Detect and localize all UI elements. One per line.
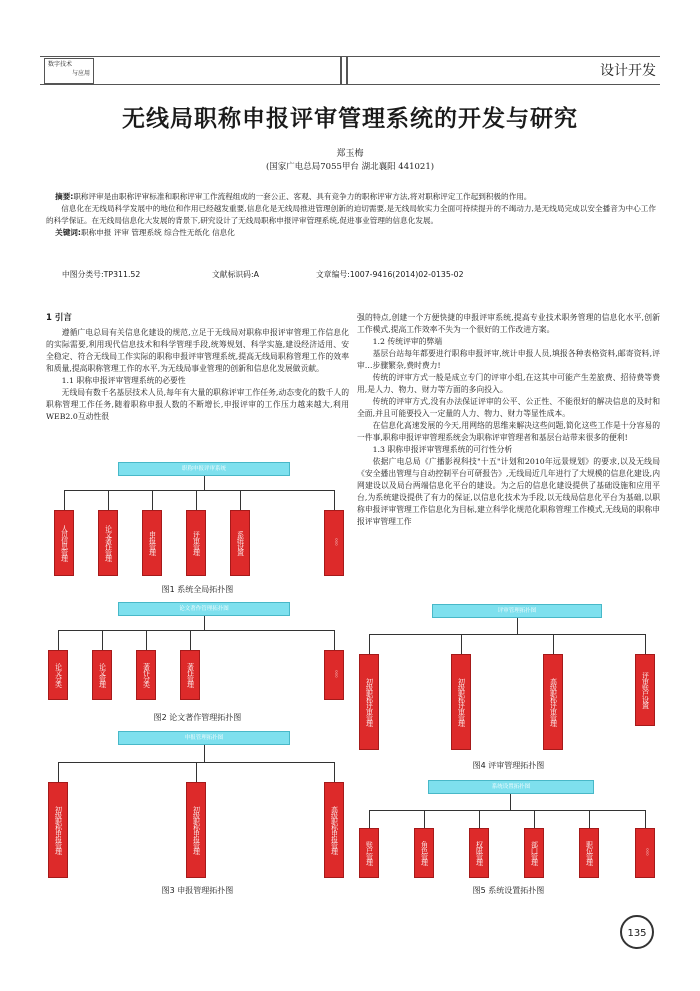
diagram-node: 评审管理 [186,510,206,576]
figure-caption: 图5 系统设置拓扑图 [472,886,545,895]
diagram-node: 系统设置 [230,510,250,576]
connector [369,634,645,635]
diagram-node: 评审账户设置 [635,654,655,726]
diagram-node: 高级职称评审管理 [543,654,563,750]
connector [369,810,370,828]
journal-name-line1: 数字技术 [48,61,73,68]
diagram-node: 人员信息管理 [54,510,74,576]
connector [517,618,518,634]
keywords-label: 关键词: [55,228,81,237]
paragraph: 无线局有数千名基层技术人员,每年有大量的职称评审工作任务,动态变化的数千人的职称管理工作任务,随着职称申报人数的不断增长,申报评审的工作压力越来越大,利用WEB2.0互动性很 [46,388,349,421]
connector [645,810,646,828]
figure-caption: 图3 申报管理拓扑图 [161,886,234,895]
connector [479,810,480,828]
header-divider [340,56,342,84]
section-title: 设计开发 [600,63,656,79]
diagram-node: 高级职称申报管理 [324,782,344,878]
diagram-node: 权限管理 [469,828,489,878]
figure-caption: 图1 系统全局拓扑图 [161,585,234,594]
connector [510,794,511,810]
header-rule-top [40,56,660,57]
diagram-node: 。。。 [324,650,344,700]
paragraph: 强的特点,创建一个方便快捷的申报评审系统,提高专业技术职务管理的信息化水平,创新工作模式,提高工作效率不失为一个很好的工作改进方案。 [357,313,660,334]
diagram-root-node: 申报管理拓扑图 [118,731,290,745]
connector [204,616,205,630]
connector [334,630,335,650]
diagram-node: 。。。 [635,828,655,878]
connector [64,490,65,510]
connector [196,762,197,782]
connector [58,630,334,631]
section-heading: 1 引言 [46,313,72,323]
subsection-heading: 1.1 职称申报评审管理系统的必要性 [61,376,186,385]
journal-name-line2: 与应用 [71,70,90,77]
journal-logo [44,58,94,84]
abstract [46,191,656,239]
connector [64,490,334,491]
header-divider [346,56,348,84]
article-number: 文章编号:1007-9416(2014)02-0135-02 [316,270,464,279]
paragraph: 在信息化高速发展的今天,用网络的思维来解决这些问题,简化这些工作是十分容易的一件事,职称申报评审管理系统会为职称评审管理者和基层台站带来很多的便利! [357,421,660,442]
figure-caption: 图4 评审管理拓扑图 [472,761,545,770]
diagram-node: 申报管理 [142,510,162,576]
connector [645,634,646,654]
diagram-node: 。。。 [324,510,344,576]
right-column [357,312,660,528]
connector [146,630,147,650]
connector [461,634,462,654]
diagram-root-node: 系统设置拓扑图 [428,780,594,794]
paragraph: 传统的评审方式,没有办法保证评审的公平、公正性、不能很好的解决信息的及时和全面,并且可能要投入一定量的人力、物力、财力等显性成本。 [357,397,660,418]
connector [152,490,153,510]
diagram-node: 论文管理 [92,650,112,700]
subsection-heading: 1.3 职称申报评审管理系统的可行性分析 [372,445,513,454]
connector [190,630,191,650]
connector [369,810,645,811]
connector [424,810,425,828]
diagram-node: 著作管理 [180,650,200,700]
diagram-node: 角色管理 [414,828,434,878]
connector [553,634,554,654]
paragraph: 基层台站每年都要进行职称申报评审,统计申报人员,填报各种表格资料,邮寄资料,评审…步骤繁杂,费时费力! [357,349,660,370]
connector [102,630,103,650]
connector [204,476,205,490]
abstract-text: 职称评审是由职称评审标准和职称评审工作流程组成的一套公正、客观、具有竞争力的职称评审方法,将对职称评定工作起到积极的作用。 [73,192,532,201]
page-number: 135 [620,915,654,949]
clc-number: 中图分类号:TP311.52 [62,270,141,279]
abstract-label: 摘要: [55,192,74,201]
diagram-node: 初级职称评审管理 [359,654,379,750]
diagram-node: 职位管理 [579,828,599,878]
figure-caption: 图2 论文著作管理拓扑图 [153,713,242,722]
connector [334,490,335,510]
connector [589,810,590,828]
diagram-node: 账户管理 [359,828,379,878]
author-name: 郑玉梅 [336,149,364,159]
diagram-node: 部门管理 [524,828,544,878]
subsection-heading: 1.2 传统评审的弊端 [372,337,443,346]
keywords: 职称申报 评审 管理系统 综合性无纸化 信息化 [80,228,235,237]
diagram-root-node: 职称申报评审系统 [118,462,290,476]
paragraph: 依据广电总局《广播影视科技"十五"计划和2010年远景规划》的要求,以及无线局《安全播出管理与自动控制平台可研报告》,无线局近几年进行了大规模的信息化建设,内网建设以及局台两端信息化平台的建设。为之后的信息化建设提供了基础设施和应用平台,为系统建设提供了有力的保证,以信息化技术为手段,以无线局信息化平台为基础,以职称申报评审管理工作信息化为目标,建立科学化规范化职称管理工作模式,无线局的职称申报评审管理工作 [357,457,660,526]
paragraph: 遵循广电总局有关信息化建设的规范,立足于无线局对职称申报评审管理工作信息化的实际需要,利用现代信息技术和科学管理手段,统筹规划、科学实施,建设经济适用、安全稳定、符合无线局工作实际的职称申报评审管理系统,提高无线局职称管理工作的效率和质量,提高职称管理工作的水平,为无线局事业管理的创新和信息化发展做贡献。 [46,328,349,373]
diagram-root-node: 评审管理拓扑图 [432,604,602,618]
connector [196,490,197,510]
diagram-node: 初级职称评审管理 [451,654,471,750]
diagram-node: 初级职称申报管理 [186,782,206,878]
diagram-node: 论文著作管理 [98,510,118,576]
connector [240,490,241,510]
connector [58,630,59,650]
connector [534,810,535,828]
document-code: 文献标识码:A [212,270,259,279]
connector [369,634,370,654]
left-column [46,312,349,423]
diagram-node: 初级职称申报管理 [48,782,68,878]
author-affiliation: (国家广电总局7055甲台 湖北襄阳 441021) [265,162,435,172]
diagram-node: 论文分类 [48,650,68,700]
connector [204,745,205,762]
abstract-text-2: 信息化在无线局科学发展中的地位和作用已经越发重要,信息化是无线局推进管理创新的迫切需要,是无线局软实力全面可持续提升的不竭动力,是无线局完成以安全播音为中心工作的科学保证。在无线局信息化大发展的背景下,研究设计了无线局职称申报评审管理系统,促进事业管理的信息化发展。 [46,204,656,225]
paper-title: 无线局职称申报评审管理系统的开发与研究 [122,105,578,132]
connector [334,762,335,782]
diagram-root-node: 论文著作管理拓扑图 [118,602,290,616]
connector [108,490,109,510]
diagram-node: 著作分类 [136,650,156,700]
header-rule-bottom [40,84,660,85]
connector [58,762,59,782]
paragraph: 传统的评审方式一般是成立专门的评审小组,在这其中可能产生差旅费、招待费等费用,是人力、物力、财力等方面的多向投入。 [357,373,660,394]
